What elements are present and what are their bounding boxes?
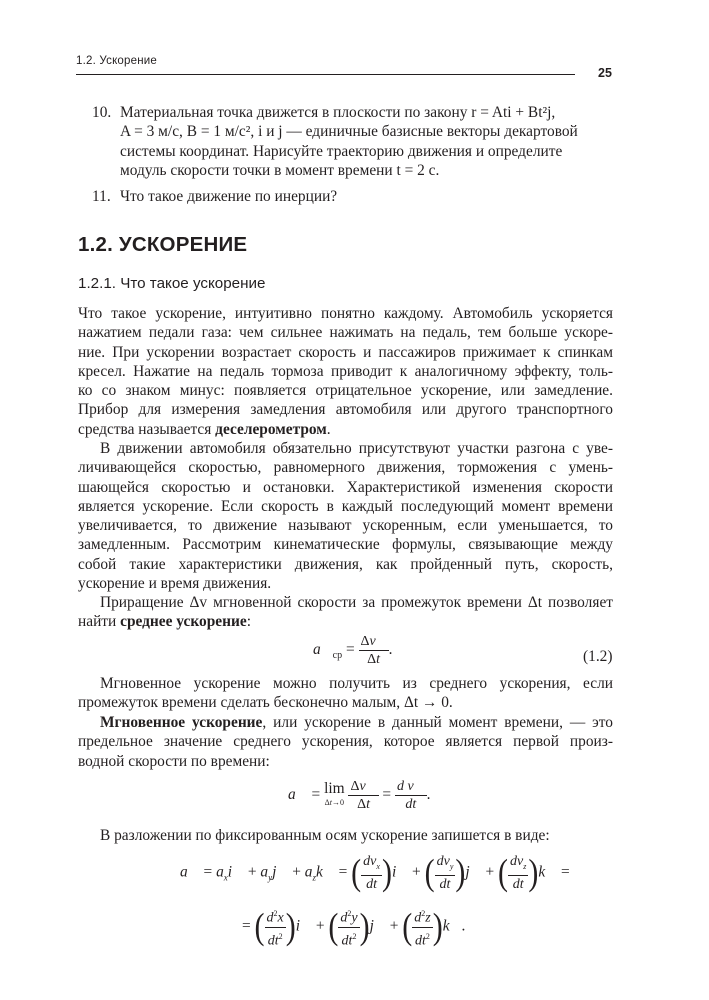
question-line: A = 3 м/с, B = 1 м/с², i и j — единичные базисные векторы декартовой bbox=[120, 123, 578, 141]
page-number: 25 bbox=[598, 66, 612, 80]
paragraph-line: средства называется деселерометром. bbox=[78, 420, 331, 438]
paragraph-line bbox=[78, 713, 613, 732]
question-number: 11. bbox=[92, 188, 111, 205]
paragraph bbox=[78, 713, 613, 771]
equation-decomposition-first: a⃗ = $a_xi⃗$ + $a_yj⃗$ + $a_zk⃗$ = ( $\frac{dv_x}{dt}$ )i⃗ + ( $\frac{dv_y}{dt}$ )j⃗ + ( $\frac{dv_z}{dt}$ )k⃗ = bbox=[180, 851, 570, 893]
paragraph bbox=[78, 674, 613, 713]
fraction: $\frac{\text{d v⃗}}{dt}$ bbox=[396, 779, 425, 812]
fraction: $\frac{d^2z}{dt^2}$ bbox=[412, 905, 432, 949]
fraction: $\frac{d^2x}{dt^2}$ bbox=[265, 905, 286, 949]
section-title: 1.2. УСКОРЕНИЕ bbox=[78, 233, 248, 256]
paragraph-line: Приращение Δv мгновенной скорости за промежуток времени Δt позволяет bbox=[100, 594, 613, 611]
paragraph-line: увеличивается, то движение называют ускоренным, если уменьшается, то bbox=[78, 517, 613, 534]
paragraph-line: собой такие характеристики движения, как пройденный путь, скорость, bbox=[78, 555, 613, 573]
question-line: Материальная точка движется в плоскости по закону r = Ati + Bt²j, bbox=[120, 104, 556, 121]
header-rule bbox=[76, 74, 575, 75]
paragraph-line-text: найти bbox=[78, 613, 121, 631]
subsection-title: 1.2.1. Что такое ускорение bbox=[78, 275, 266, 292]
paragraph-line: промежуток времени сделать бесконечно малым, Δt → 0. bbox=[78, 694, 453, 712]
equation-decomposition-second: = ( $\frac{d^2x}{dt^2}$ )i⃗ + ( $\frac{d^2y}{dt^2}$ )j⃗ + ( $\frac{d^2z}{dt^2}$ )k⃗. bbox=[242, 905, 466, 949]
question-text bbox=[120, 187, 613, 206]
question-line: системы координат. Нарисуйте траекторию движения и определите bbox=[120, 142, 563, 160]
fraction: $\frac{\Delta v⃗}{\Delta t}$ bbox=[350, 779, 377, 812]
paragraph-line: В движении автомобиля обязательно присутствуют участки разгона с уве- bbox=[100, 440, 613, 457]
paragraph-line: кресел. Нажатие на педаль тормоза приводит к аналогичному эффекту, толь- bbox=[78, 362, 613, 380]
paragraph-line: личивающейся скоростью, равномерного движения, торможения с умень- bbox=[78, 459, 613, 477]
equation-number: (1.2) bbox=[583, 648, 613, 665]
paragraph-line: предельное значение среднего ускорения, которое является первой произ- bbox=[78, 733, 613, 751]
paragraph-line: Мгновенное ускорение можно получить из среднего ускорения, если bbox=[100, 675, 613, 692]
running-title: 1.2. Ускорение bbox=[76, 55, 157, 67]
paragraph-line-text: , или ускорение в данный момент времени, — это bbox=[262, 714, 613, 731]
paragraph bbox=[78, 439, 613, 593]
fraction: $\frac{dv_x}{dt}$ bbox=[363, 854, 380, 892]
paragraph-line-text: средства называется bbox=[78, 420, 216, 438]
paragraph-line: замедленным. Рассмотрим кинематические формулы, связывающие между bbox=[78, 536, 613, 554]
paragraph-line: нажатием педали газа: чем сильнее нажимать на педаль, тем больше ускоре- bbox=[78, 324, 613, 342]
paragraph-line: шающейся скоростью и остановки. Характеристикой изменения скорости bbox=[78, 478, 613, 496]
fraction: $\frac{dv_z}{dt}$ bbox=[510, 854, 527, 892]
question-line: Что такое движение по инерции? bbox=[120, 188, 338, 205]
term-decelerometer: деселерометром bbox=[215, 420, 327, 438]
paragraph bbox=[78, 826, 613, 845]
question-number: 10. bbox=[92, 104, 112, 121]
paragraph-line: ко со знаком минус: появляется отрицательное ускорение, или замедление. bbox=[78, 382, 613, 399]
fraction: $\frac{d^2y}{dt^2}$ bbox=[338, 905, 359, 949]
paragraph-line: водной скорости по времени: bbox=[78, 752, 270, 770]
paragraph-line: ние. При ускорении возрастает скорость и пассажиров прижимает к спинкам bbox=[78, 343, 613, 361]
paragraph-line: найти среднее ускорение: bbox=[78, 613, 251, 631]
question-line: модуль скорости точки в момент времени t = 2 с. bbox=[120, 161, 440, 179]
paragraph-line: В разложении по фиксированным осям ускорение запишется в виде: bbox=[100, 827, 550, 844]
paragraph bbox=[78, 304, 613, 439]
fraction: $\frac{\Delta v⃗}{\Delta t}$ bbox=[360, 634, 387, 667]
paragraph-line: Что такое ускорение, интуитивно понятно каждому. Автомобиль ускоряется bbox=[78, 305, 613, 322]
term-average-acceleration: среднее ускорение bbox=[120, 613, 247, 631]
equation-instant-acceleration: a⃗ = lim Δt→0 $\frac{\Delta v⃗}{\Delta t}$ = $\frac{\text{d v⃗}}{dt}$ . bbox=[288, 779, 431, 812]
fraction: $\frac{dv_y}{dt}$ bbox=[436, 854, 454, 892]
paragraph-line: Прибор для измерения замедления автомобиля или другого транспортного bbox=[78, 401, 613, 419]
question-text bbox=[120, 103, 613, 180]
equation-average-acceleration: $a⃗_{ср}$ = $\frac{\Delta v⃗}{\Delta t}$ . bbox=[313, 634, 393, 667]
paragraph-line: ускорение и время движения. bbox=[78, 574, 272, 592]
paragraph-line: является ускорение. Если скорость в каждый последующий момент времени bbox=[78, 497, 613, 515]
term-instant-acceleration: Мгновенное ускорение bbox=[100, 714, 263, 731]
paragraph bbox=[78, 593, 613, 632]
